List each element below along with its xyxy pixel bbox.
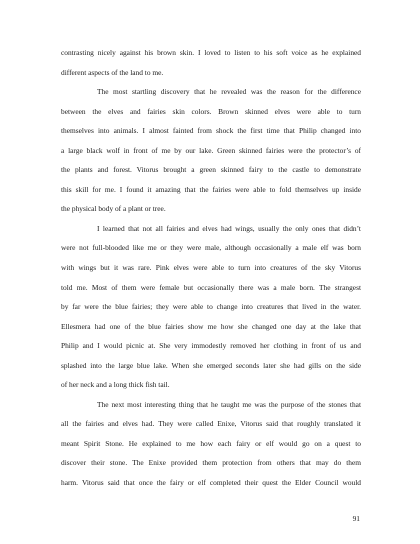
body-text [61, 43, 361, 493]
paragraph [61, 219, 361, 395]
text-line: a large black wolf in front of me by our lake. Green skinned fairies were the protector’s of [61, 145, 361, 155]
text-line: were not full-blooded like me or they were male, although occasionally a male elf was born [61, 243, 361, 253]
text-line: I learned that not all fairies and elves had wings, usually the only ones that didn’t [97, 223, 361, 233]
page-number: 91 [352, 514, 360, 523]
text-line: meant Spirit Stone. He explained to me how each fairy or elf would go on a quest to [61, 438, 361, 448]
paragraph [61, 82, 361, 219]
text-line: themselves into animals. I almost fainted from shock the first time that Philip changed into [61, 126, 361, 136]
text-line: of her neck and a long thick fish tail. [61, 380, 170, 390]
text-line: harm. Vitorus said that once the fairy or elf completed their quest the Elder Council would [61, 478, 361, 488]
text-line: The next most interesting thing that he taught me was the purpose of the stones that [97, 399, 361, 409]
text-line: contrasting nicely against his brown skin. I loved to listen to his soft voice as he explained [61, 48, 361, 57]
text-line: The most startling discovery that he revealed was the reason for the difference [97, 87, 361, 97]
text-line: discover their stone. The Enixe provided them protection from others that may do them [61, 458, 361, 468]
text-line: different aspects of the land to me. [61, 67, 164, 77]
text-line: Philip and I would picnic at. She very immodestly removed her clothing in front of us and [61, 341, 361, 351]
text-line: the physical body of a plant or tree. [61, 204, 166, 214]
text-line: between the elves and fairies skin colors. Brown skinned elves were able to turn [61, 106, 361, 116]
text-line: Ellesmera had one of the blue fairies show me how she changed one day at the lake that [61, 321, 361, 331]
text-line: all the fairies and elves had. They were called Enixe, Vitorus said that roughly translated it [61, 419, 361, 429]
paragraph [61, 395, 361, 493]
text-line: the plants and forest. Vitorus brought a green skinned fairy to the castle to demonstrate [61, 165, 361, 175]
text-line: this skill for me. I found it amazing that the fairies were able to fold themselves up inside [61, 184, 361, 194]
text-line: splashed into the large blue lake. When she emerged seconds later she had gills on the side [61, 360, 361, 370]
text-line: by far were the blue fairies; they were able to change into creatures that lived in the water. [61, 302, 361, 312]
text-line: told me. Most of them were female but occasionally there was a male born. The strangest [61, 282, 361, 292]
text-line: with wings but it was rare. Pink elves were able to turn into creatures of the sky Vitorus [61, 263, 361, 273]
paragraph [61, 43, 361, 82]
